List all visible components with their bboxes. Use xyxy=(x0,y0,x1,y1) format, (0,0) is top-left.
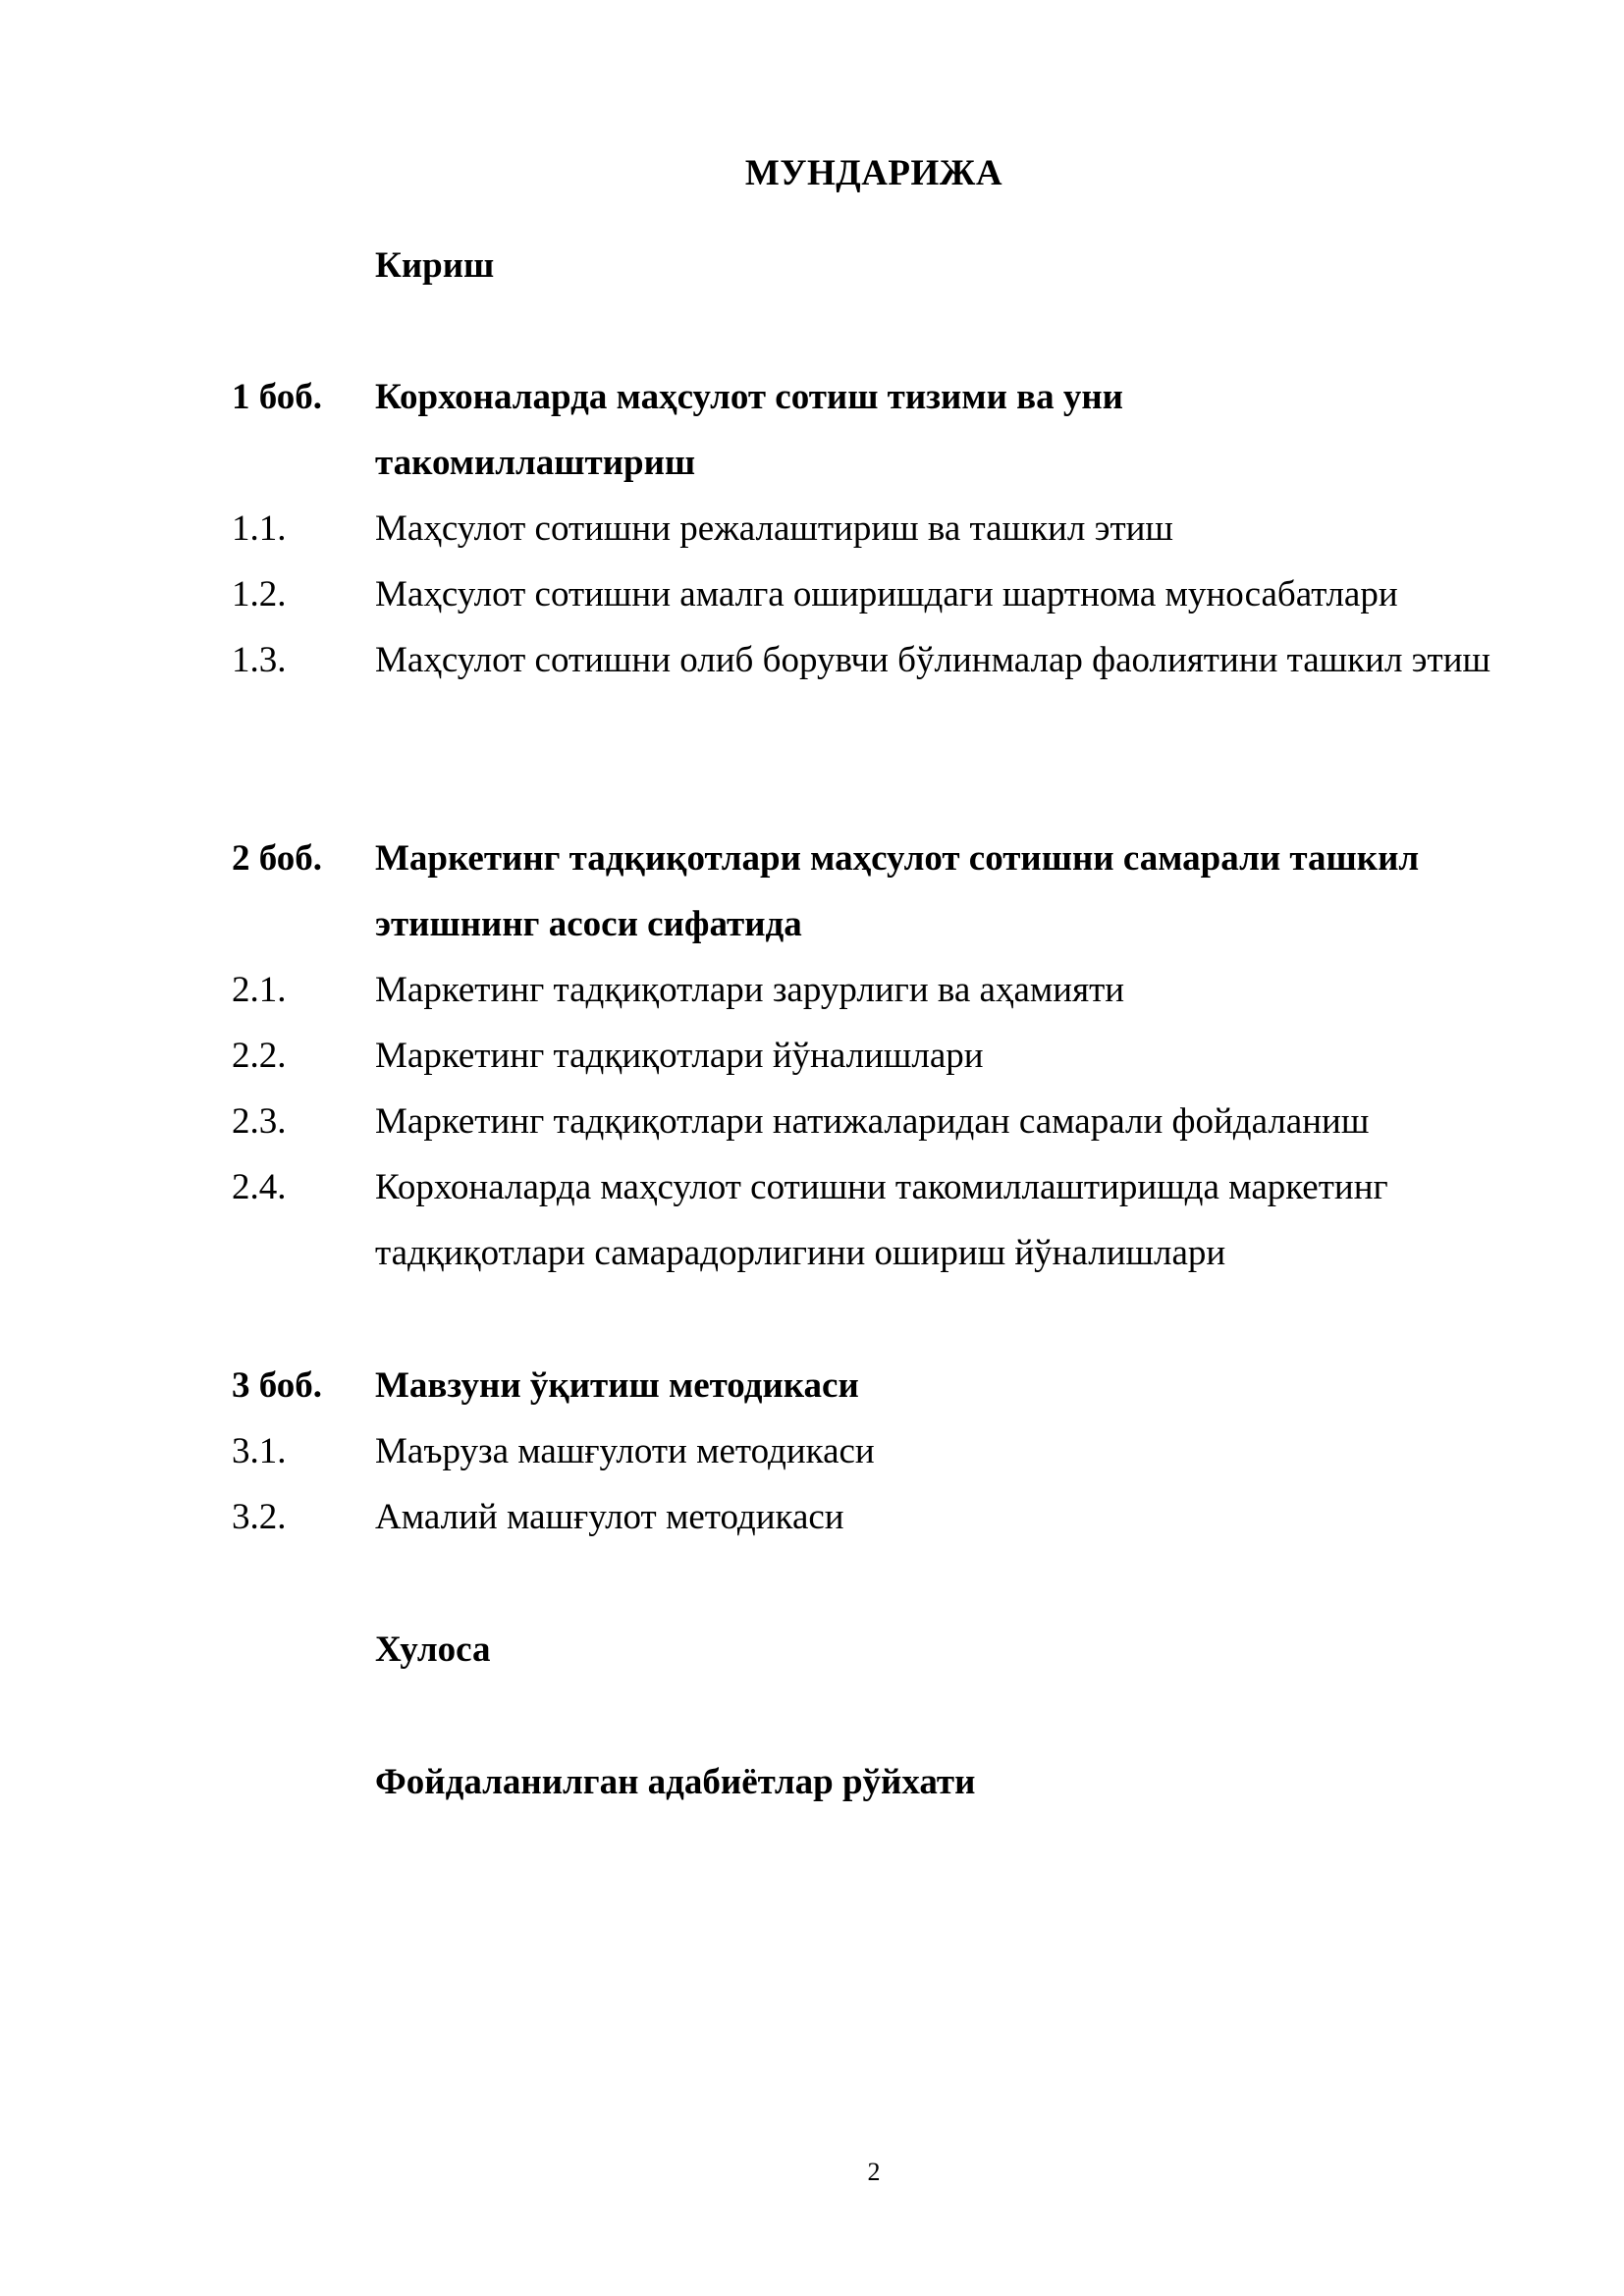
section-title: Маркетинг тадқиқотлари натижаларидан самарали фойдаланиш xyxy=(375,1101,1370,1142)
section-title: Маркетинг тадқиқотлари зарурлиги ва аҳамияти xyxy=(375,970,1125,1010)
chapter-title: Корхоналарда маҳсулот сотиш тизими ва уни такомиллаштириш xyxy=(375,377,1124,483)
toc-conclusion-label: Хулоса xyxy=(375,1629,491,1670)
section-number: 2.3. xyxy=(232,1101,287,1142)
chapter-number: 2 боб. xyxy=(232,838,323,879)
section-number: 1.3. xyxy=(232,640,287,680)
chapter-title: Маркетинг тадқиқотлари маҳсулот сотишни самарали ташкил этишнинг асоси сифатида xyxy=(375,838,1420,944)
section-title: Маъруза машғулоти методикаси xyxy=(375,1431,875,1471)
section-number: 2.1. xyxy=(232,970,287,1010)
section-title: Маҳсулот сотишни олиб борувчи бўлинмалар фаолиятини ташкил этиш xyxy=(375,640,1490,680)
chapter-number: 3 боб. xyxy=(232,1365,323,1406)
toc-references-label: Фойдаланилган адабиётлар рўйхати xyxy=(375,1762,976,1802)
section-title: Амалий машғулот методикаси xyxy=(375,1497,844,1537)
section-title: Маҳсулот сотишни режалаштириш ва ташкил этиш xyxy=(375,508,1173,549)
section-number: 3.1. xyxy=(232,1431,287,1471)
page-number: 2 xyxy=(867,2158,881,2186)
chapter-title: Мавзуни ўқитиш методикаси xyxy=(375,1365,859,1406)
section-number: 2.4. xyxy=(232,1167,287,1207)
section-title: Маркетинг тадқиқотлари йўналишлари xyxy=(375,1036,984,1076)
section-number: 1.1. xyxy=(232,508,287,549)
section-number: 3.2. xyxy=(232,1497,287,1537)
section-title: Корхоналарда маҳсулот сотишни такомиллаштиришда маркетинг тадқиқотлари самарадорлигини ошириш йўналишлари xyxy=(375,1167,1388,1273)
section-number: 2.2. xyxy=(232,1036,287,1076)
toc-intro-label: Кириш xyxy=(375,245,495,286)
section-title: Маҳсулот сотишни амалга оширишдаги шартнома муносабатлари xyxy=(375,574,1398,614)
section-number: 1.2. xyxy=(232,574,287,614)
chapter-number: 1 боб. xyxy=(232,377,323,417)
page-title: МУНДАРИЖА xyxy=(744,153,1003,193)
